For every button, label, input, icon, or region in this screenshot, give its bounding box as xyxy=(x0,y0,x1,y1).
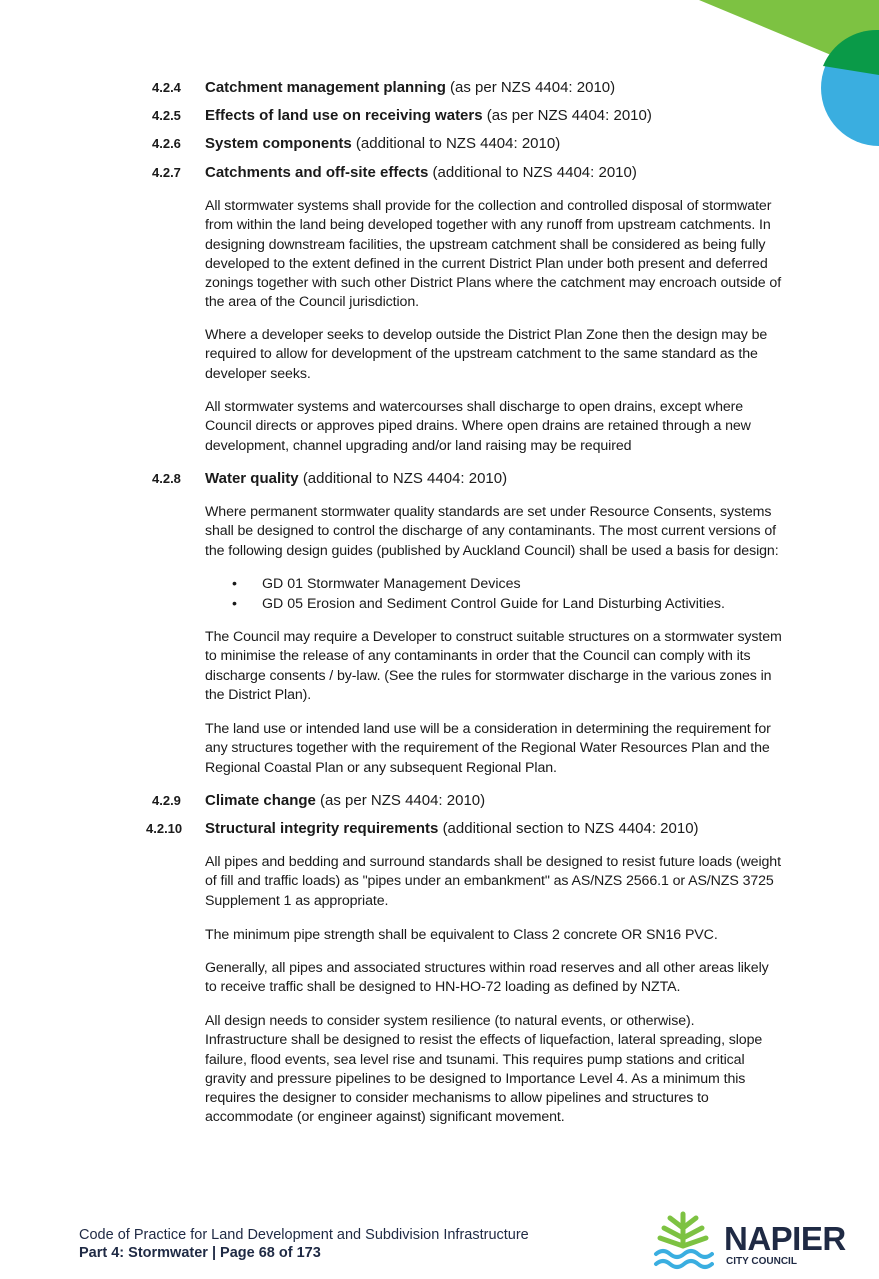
section-title: System components xyxy=(205,135,352,152)
text-line: development, channel upgrading and/or land raising may be required xyxy=(205,437,632,454)
section-number: 4.2.6 xyxy=(152,136,181,151)
text-line: Where permanent stormwater quality standards are set under Resource Consents, systems xyxy=(205,504,772,520)
section-qualifier: (as per NZS 4404: 2010) xyxy=(320,792,486,809)
napier-city-council-logo xyxy=(652,1208,852,1274)
heading-4-2-6 xyxy=(152,135,560,153)
paragraph xyxy=(205,1012,805,1128)
logo-wordmark: NAPIER xyxy=(724,1220,846,1257)
text-line: All stormwater systems shall provide for the collection and controlled disposal of stormwater xyxy=(205,198,772,214)
text-line: Supplement 1 as appropriate. xyxy=(205,892,389,909)
section-qualifier: (additional to NZS 4404: 2010) xyxy=(432,164,637,181)
bullet-icon: • xyxy=(232,596,237,612)
heading-4-2-9 xyxy=(152,792,485,810)
text-line: shall be designed to control the discharge of any contaminants. The most current versions of xyxy=(205,523,776,540)
text-line: required to allow for development of the upstream catchment to the same standard as the xyxy=(205,346,758,363)
page-footer xyxy=(79,1226,529,1262)
heading-4-2-10 xyxy=(146,820,699,838)
paragraph xyxy=(205,628,805,705)
text-line: of fill and traffic loads) as "pipes under an embankment" as AS/NZS 2566.1 or AS/NZS 3725 xyxy=(205,873,774,890)
paragraph xyxy=(205,926,805,945)
section-qualifier: (additional section to NZS 4404: 2010) xyxy=(442,820,699,837)
text-line: developed to the extent defined in the current District Plan under both present and deferred xyxy=(205,255,768,272)
heading-4-2-5 xyxy=(152,107,652,125)
text-line: accommodate (or engineer against) significant movement. xyxy=(205,1109,565,1126)
text-line: any structures together with the requirement of the Regional Water Resources Plan and the xyxy=(205,740,770,757)
text-line: Council directs or approves piped drains. Where open drains are retained through a new xyxy=(205,418,751,435)
paragraph xyxy=(205,326,805,384)
section-number: 4.2.10 xyxy=(146,821,183,836)
section-number: 4.2.8 xyxy=(152,471,181,486)
bullet-icon: • xyxy=(232,576,237,592)
footer-title: Code of Practice for Land Development and Subdivision Infrastructure xyxy=(79,1227,529,1243)
section-qualifier: (as per NZS 4404: 2010) xyxy=(450,79,616,96)
logo-subtitle: CITY COUNCIL xyxy=(726,1256,797,1267)
text-line: to minimise the release of any contaminants in order that the Council can comply with its xyxy=(205,648,751,665)
section-title: Climate change xyxy=(205,792,316,809)
text-line: developer seeks. xyxy=(205,365,311,382)
paragraph xyxy=(205,720,805,778)
section-title: Water quality xyxy=(205,470,299,487)
text-line: gravity and pressure pipelines to be designed to Importance Level 4. As a minimum this xyxy=(205,1070,746,1087)
section-title: Structural integrity requirements xyxy=(205,820,439,837)
text-line: The land use or intended land use will be a consideration in determining the requirement for xyxy=(205,721,771,737)
text-line: The Council may require a Developer to construct suitable structures on a stormwater system xyxy=(205,629,782,645)
section-number: 4.2.4 xyxy=(152,80,181,95)
text-line: the area of the Council jurisdiction. xyxy=(205,294,419,311)
section-qualifier: (additional to NZS 4404: 2010) xyxy=(302,470,508,487)
text-line: Where a developer seeks to develop outside the District Plan Zone then the design may be xyxy=(205,327,768,343)
list-item xyxy=(232,595,725,614)
text-line: discharge consents / by-law. (See the rules for stormwater discharge in the various zones in xyxy=(205,667,772,684)
list-item-text: GD 05 Erosion and Sediment Control Guide for Land Disturbing Activities. xyxy=(262,596,725,612)
text-line: to receive traffic shall be designed to HN-HO-72 loading as defined by NZTA. xyxy=(205,979,681,996)
section-qualifier: (as per NZS 4404: 2010) xyxy=(486,107,652,124)
paragraph xyxy=(205,853,805,911)
heading-4-2-7 xyxy=(152,164,637,182)
text-line: designing downstream facilities, the upstream catchment shall be considered as being fully xyxy=(205,236,766,253)
list-item xyxy=(232,575,521,594)
text-line: All design needs to consider system resilience (to natural events, or otherwise). xyxy=(205,1013,695,1029)
text-line: Generally, all pipes and associated structures within road reserves and all other areas likely xyxy=(205,960,769,976)
text-line: All stormwater systems and watercourses shall discharge to open drains, except where xyxy=(205,399,744,415)
section-title: Effects of land use on receiving waters xyxy=(205,107,483,124)
footer-page-info: Part 4: Stormwater | Page 68 of 173 xyxy=(79,1245,321,1261)
section-title: Catchment management planning xyxy=(205,79,446,96)
corner-decoration xyxy=(699,0,879,160)
section-number: 4.2.5 xyxy=(152,108,181,123)
text-line: zonings together with such other District Plans where the catchment may encroach outside of xyxy=(205,275,782,292)
text-line: Infrastructure shall be designed to resist the effects of liquefaction, lateral spreading, slope xyxy=(205,1032,763,1049)
paragraph xyxy=(205,503,805,561)
text-line: the following design guides (published by Auckland Council) shall be used a basis for design: xyxy=(205,542,779,559)
paragraph xyxy=(205,197,805,313)
paragraph xyxy=(205,959,805,998)
text-line: All pipes and bedding and surround standards shall be designed to resist future loads (weight xyxy=(205,854,781,870)
text-line: Regional Coastal Plan or any subsequent Regional Plan. xyxy=(205,759,557,776)
section-number: 4.2.9 xyxy=(152,793,181,808)
section-title: Catchments and off-site effects xyxy=(205,164,429,181)
section-qualifier: (additional to NZS 4404: 2010) xyxy=(355,135,561,152)
text-line: from within the land being developed together with any runoff from upstream catchments. In xyxy=(205,217,771,234)
fern-icon xyxy=(652,1208,714,1274)
section-number: 4.2.7 xyxy=(152,165,181,180)
heading-4-2-8 xyxy=(152,470,507,488)
paragraph xyxy=(205,398,805,456)
text-line: failure, flood events, sea level rise and tsunami. This requires pump stations and critical xyxy=(205,1051,745,1068)
list-item-text: GD 01 Stormwater Management Devices xyxy=(262,576,521,592)
text-line: the District Plan). xyxy=(205,686,312,703)
heading-4-2-4 xyxy=(152,79,615,97)
text-line: requires the designer to consider mechanisms to allow pipelines and structures to xyxy=(205,1090,709,1107)
text-line: The minimum pipe strength shall be equivalent to Class 2 concrete OR SN16 PVC. xyxy=(205,927,718,943)
